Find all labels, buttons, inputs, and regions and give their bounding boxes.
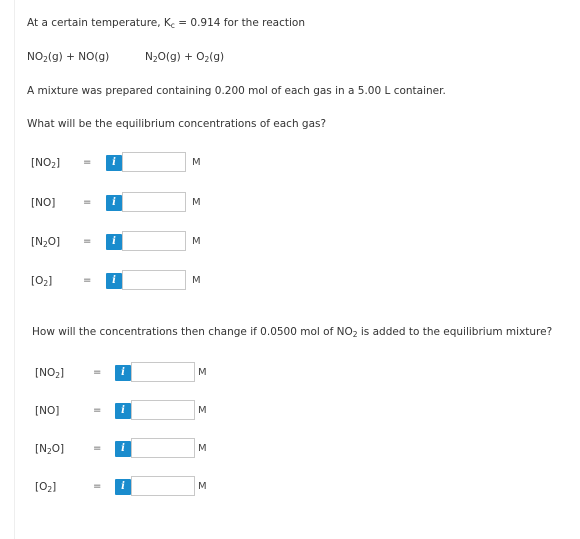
species-label [31,192,55,214]
part2-prompt-b: is added to the equilibrium mixture? [357,326,553,338]
species-label-main: [N [35,443,47,455]
unit-label: M [198,481,207,492]
question-panel [14,0,577,539]
species-label-sub: 2 [47,485,53,494]
species-label-end: ] [48,275,53,287]
concentration-input[interactable] [122,270,186,290]
unit-label: M [192,157,201,168]
info-icon[interactable]: i [106,273,122,289]
info-icon[interactable]: i [106,195,122,211]
species-label [31,231,60,253]
species-label-main: [NO [31,157,52,169]
species-label-sub: 2 [42,240,48,249]
species-label-main: [NO] [31,197,56,209]
species-label-sub: 2 [51,161,56,170]
concentration-input[interactable] [122,152,186,172]
concentration-input[interactable] [131,476,195,496]
species-label-main: [NO] [35,405,60,417]
species-label-main: [O [31,275,44,287]
species-label [31,152,60,174]
info-icon[interactable]: i [115,441,131,457]
species-label [35,400,59,422]
equals-sign: = [93,481,102,492]
unit-label: M [198,405,207,416]
question-prompt: What will be the equilibrium concentrations of each gas? [27,118,327,130]
reactant-b: (g) + NO(g) [47,51,110,63]
species-label [31,270,52,292]
info-icon[interactable]: i [106,155,122,171]
reactant-a: NO [27,51,44,63]
product-sub: 2 [152,55,158,64]
unit-label: M [192,236,201,247]
info-icon[interactable]: i [115,479,131,495]
product-c: (g) [209,51,225,63]
equals-sign: = [83,236,92,247]
species-label-end: ] [56,157,61,169]
part2-prompt-a: How will the concentrations then change if 0.0500 mol of NO [32,326,353,338]
reactants [27,50,109,64]
species-label-end: O] [51,443,65,455]
product-a: N [145,51,153,63]
equals-sign: = [83,157,92,168]
species-label-sub: 2 [43,279,49,288]
unit-label: M [198,367,207,378]
mixture-text: A mixture was prepared containing 0.200 mol of each gas in a 5.00 L container. [27,85,446,97]
info-icon[interactable]: i [115,403,131,419]
species-label-end: O] [47,236,61,248]
reactant-sub: 2 [43,55,48,64]
product-b: O(g) + O [157,51,205,63]
equals-sign: = [93,405,102,416]
species-label-main: [NO [35,367,56,379]
unit-label: M [192,275,201,286]
species-label-sub: 2 [46,447,52,456]
intro-suffix: = 0.914 for the reaction [174,17,306,29]
info-icon[interactable]: i [115,365,131,381]
product-sub2: 2 [204,55,210,64]
info-icon[interactable]: i [106,234,122,250]
concentration-input[interactable] [131,362,195,382]
concentration-input[interactable] [122,231,186,251]
concentration-input[interactable] [122,192,186,212]
species-label [35,476,56,498]
equals-sign: = [83,275,92,286]
species-label [35,362,64,384]
question-intro [27,16,305,30]
species-label-main: [O [35,481,48,493]
products [145,50,224,64]
concentration-input[interactable] [131,400,195,420]
unit-label: M [198,443,207,454]
species-label [35,438,64,460]
intro-sub: c [170,21,175,30]
equals-sign: = [83,197,92,208]
part2-prompt [32,325,552,339]
species-label-main: [N [31,236,43,248]
unit-label: M [192,197,201,208]
part2-prompt-sub: 2 [352,330,358,339]
species-label-end: ] [52,481,57,493]
equals-sign: = [93,367,102,378]
species-label-end: ] [60,367,65,379]
intro-prefix: At a certain temperature, K [27,17,171,29]
concentration-input[interactable] [131,438,195,458]
equals-sign: = [93,443,102,454]
species-label-sub: 2 [55,371,60,380]
